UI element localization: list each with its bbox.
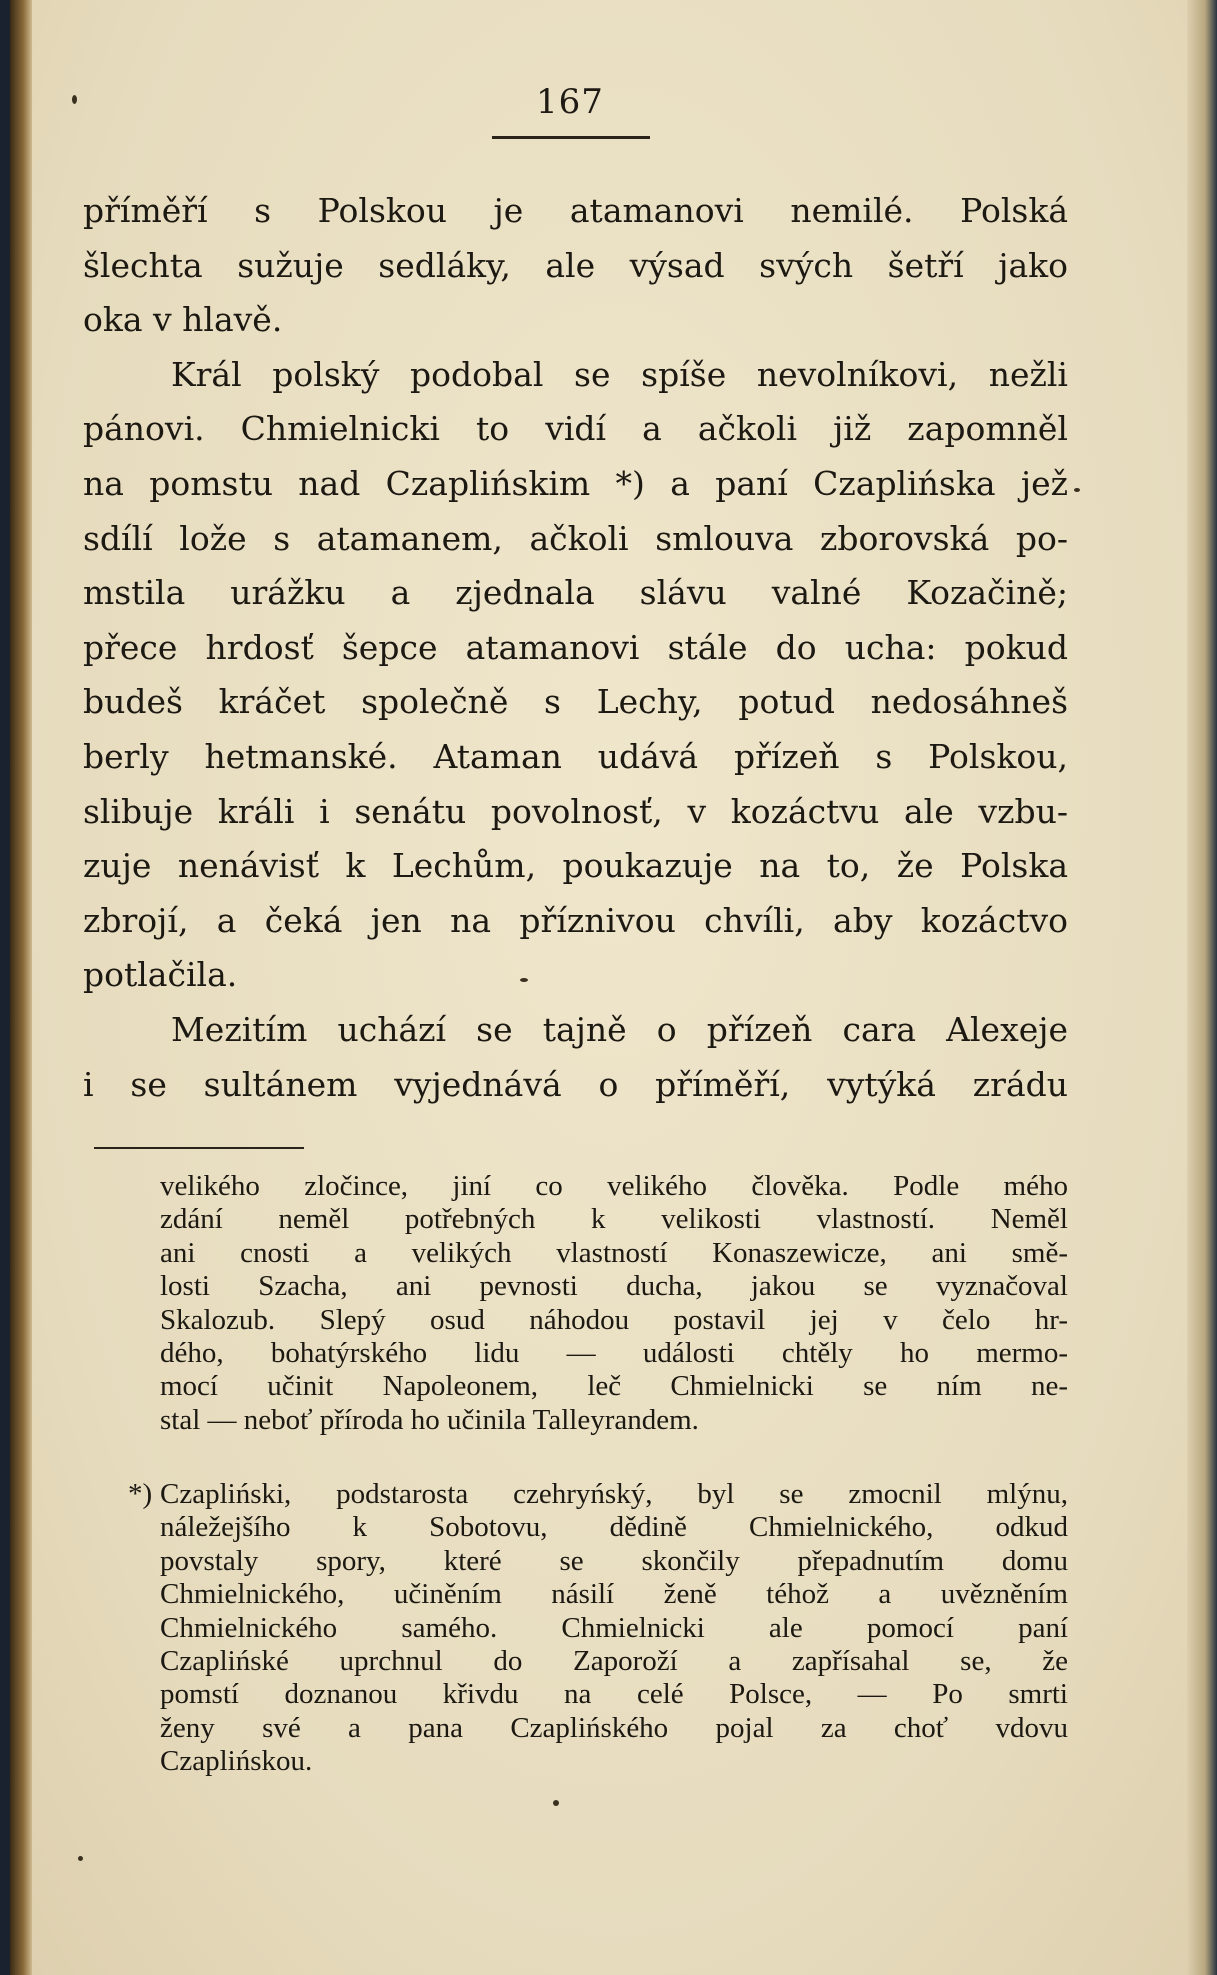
text-line: příměří s Polskou je atamanovi nemilé. Polská: [83, 191, 1068, 230]
paper-speck: [520, 978, 528, 982]
book-page: [10, 0, 1217, 1975]
footnote-line: zdání neměl potřebných k velikosti vlastností. Neměl: [160, 1203, 1068, 1236]
footnote-line: Chmielnického samého. Chmielnicki ale pomocí paní: [160, 1611, 1068, 1644]
footnote-czaplinski: [128, 1478, 1068, 1779]
paragraph-3: [83, 1003, 1068, 1112]
footnote-line: ani cnosti a velikých vlastností Konaszewicze, ani smě-: [160, 1236, 1068, 1269]
page-right-edge: [1187, 0, 1217, 1975]
text-line: zbrojí, a čeká jen na příznivou chvíli, aby kozáctvo: [83, 900, 1068, 940]
text-line: přece hrdosť šepce atamanovi stále do ucha: pokud: [83, 627, 1068, 667]
page-number: 167: [536, 82, 604, 122]
footnote-line: dého, bohatýrského lidu — události chtěly ho mermo-: [160, 1336, 1068, 1369]
paper-speck: [1074, 488, 1080, 492]
text-line: Král polský podobal se spíše nevolníkovi, nežli: [171, 354, 1068, 394]
text-line: sdílí lože s atamanem, ačkoli smlouva zborovská po-: [83, 518, 1068, 558]
text-line: pánovi. Chmielnicki to vidí a ačkoli již zapomněl: [83, 409, 1068, 449]
footnote-line: Czapliński, podstarosta czehryńský, byl se zmocnil mlýnu,: [160, 1478, 1068, 1510]
footnote-line: povstaly spory, které se skončily přepadnutím domu: [160, 1544, 1068, 1577]
page-spine-shadow: [10, 0, 32, 1975]
footnote-line: losti Szacha, ani pevnosti ducha, jakou se vyznačoval: [160, 1270, 1068, 1303]
paragraph-2: [83, 348, 1068, 1003]
footnote-marker: *): [128, 1478, 153, 1510]
footnote-line: Czaplińské uprchnul do Zaporoží a zapřísahal se, že: [160, 1644, 1068, 1677]
paper-speck: [78, 1856, 83, 1861]
footnote-rule: [94, 1147, 304, 1149]
text-line: i se sultánem vyjednává o příměří, vytýká zrádu: [83, 1064, 1068, 1104]
paragraph-1: [83, 184, 1068, 348]
text-line: budeš kráčet společně s Lechy, potud nedosáhneš: [83, 682, 1068, 722]
footnote-line: pomstí doznanou křivdu na celé Polsce, — Po smrti: [160, 1678, 1068, 1711]
footnote-body: [128, 1478, 1068, 1779]
text-line: mstila urážku a zjednala slávu valné Kozačině;: [83, 573, 1068, 613]
footnote-continuation: [160, 1170, 1068, 1437]
text-line: na pomstu nad Czaplińskim *) a paní Czaplińska jež: [83, 463, 1068, 503]
page-number-rule: [492, 136, 650, 139]
footnote-line: ženy své a pana Czaplińského pojal za choť vdovu: [160, 1711, 1068, 1744]
text-line: slibuje králi i senátu povolnosť, v kozáctvu ale vzbu-: [83, 791, 1068, 831]
footnote-line: náležejšího k Sobotovu, dědině Chmielnického, odkud: [160, 1511, 1068, 1544]
footnote-line: velikého zločince, jiní co velikého člověka. Podle mého: [160, 1170, 1068, 1202]
footnote-line: stal — neboť příroda ho učinila Talleyrandem.: [160, 1403, 699, 1436]
text-line: zuje nenávisť k Lechům, poukazuje na to, že Polska: [83, 846, 1068, 886]
paper-speck: [72, 95, 77, 104]
paper-speck: [553, 1800, 559, 1806]
footnote-line: Czaplińskou.: [160, 1745, 313, 1778]
footnote-line: mocí učinit Napoleonem, leč Chmielnicki se ním ne-: [160, 1370, 1068, 1403]
text-line: šlechta sužuje sedláky, ale výsad svých šetří jako: [83, 245, 1068, 285]
text-line: potlačila.: [83, 955, 238, 995]
text-line: berly hetmanské. Ataman udává přízeň s Polskou,: [83, 736, 1068, 776]
footnote-line: Skalozub. Slepý osud náhodou postavil jej v čelo hr-: [160, 1303, 1068, 1336]
footnote-line: Chmielnického, učiněním násilí ženě téhož a uvězněním: [160, 1578, 1068, 1611]
text-line: oka v hlavě.: [83, 300, 283, 340]
main-text-body: [83, 184, 1068, 1112]
text-line: Mezitím uchází se tajně o přízeň cara Alexeje: [171, 1009, 1068, 1049]
